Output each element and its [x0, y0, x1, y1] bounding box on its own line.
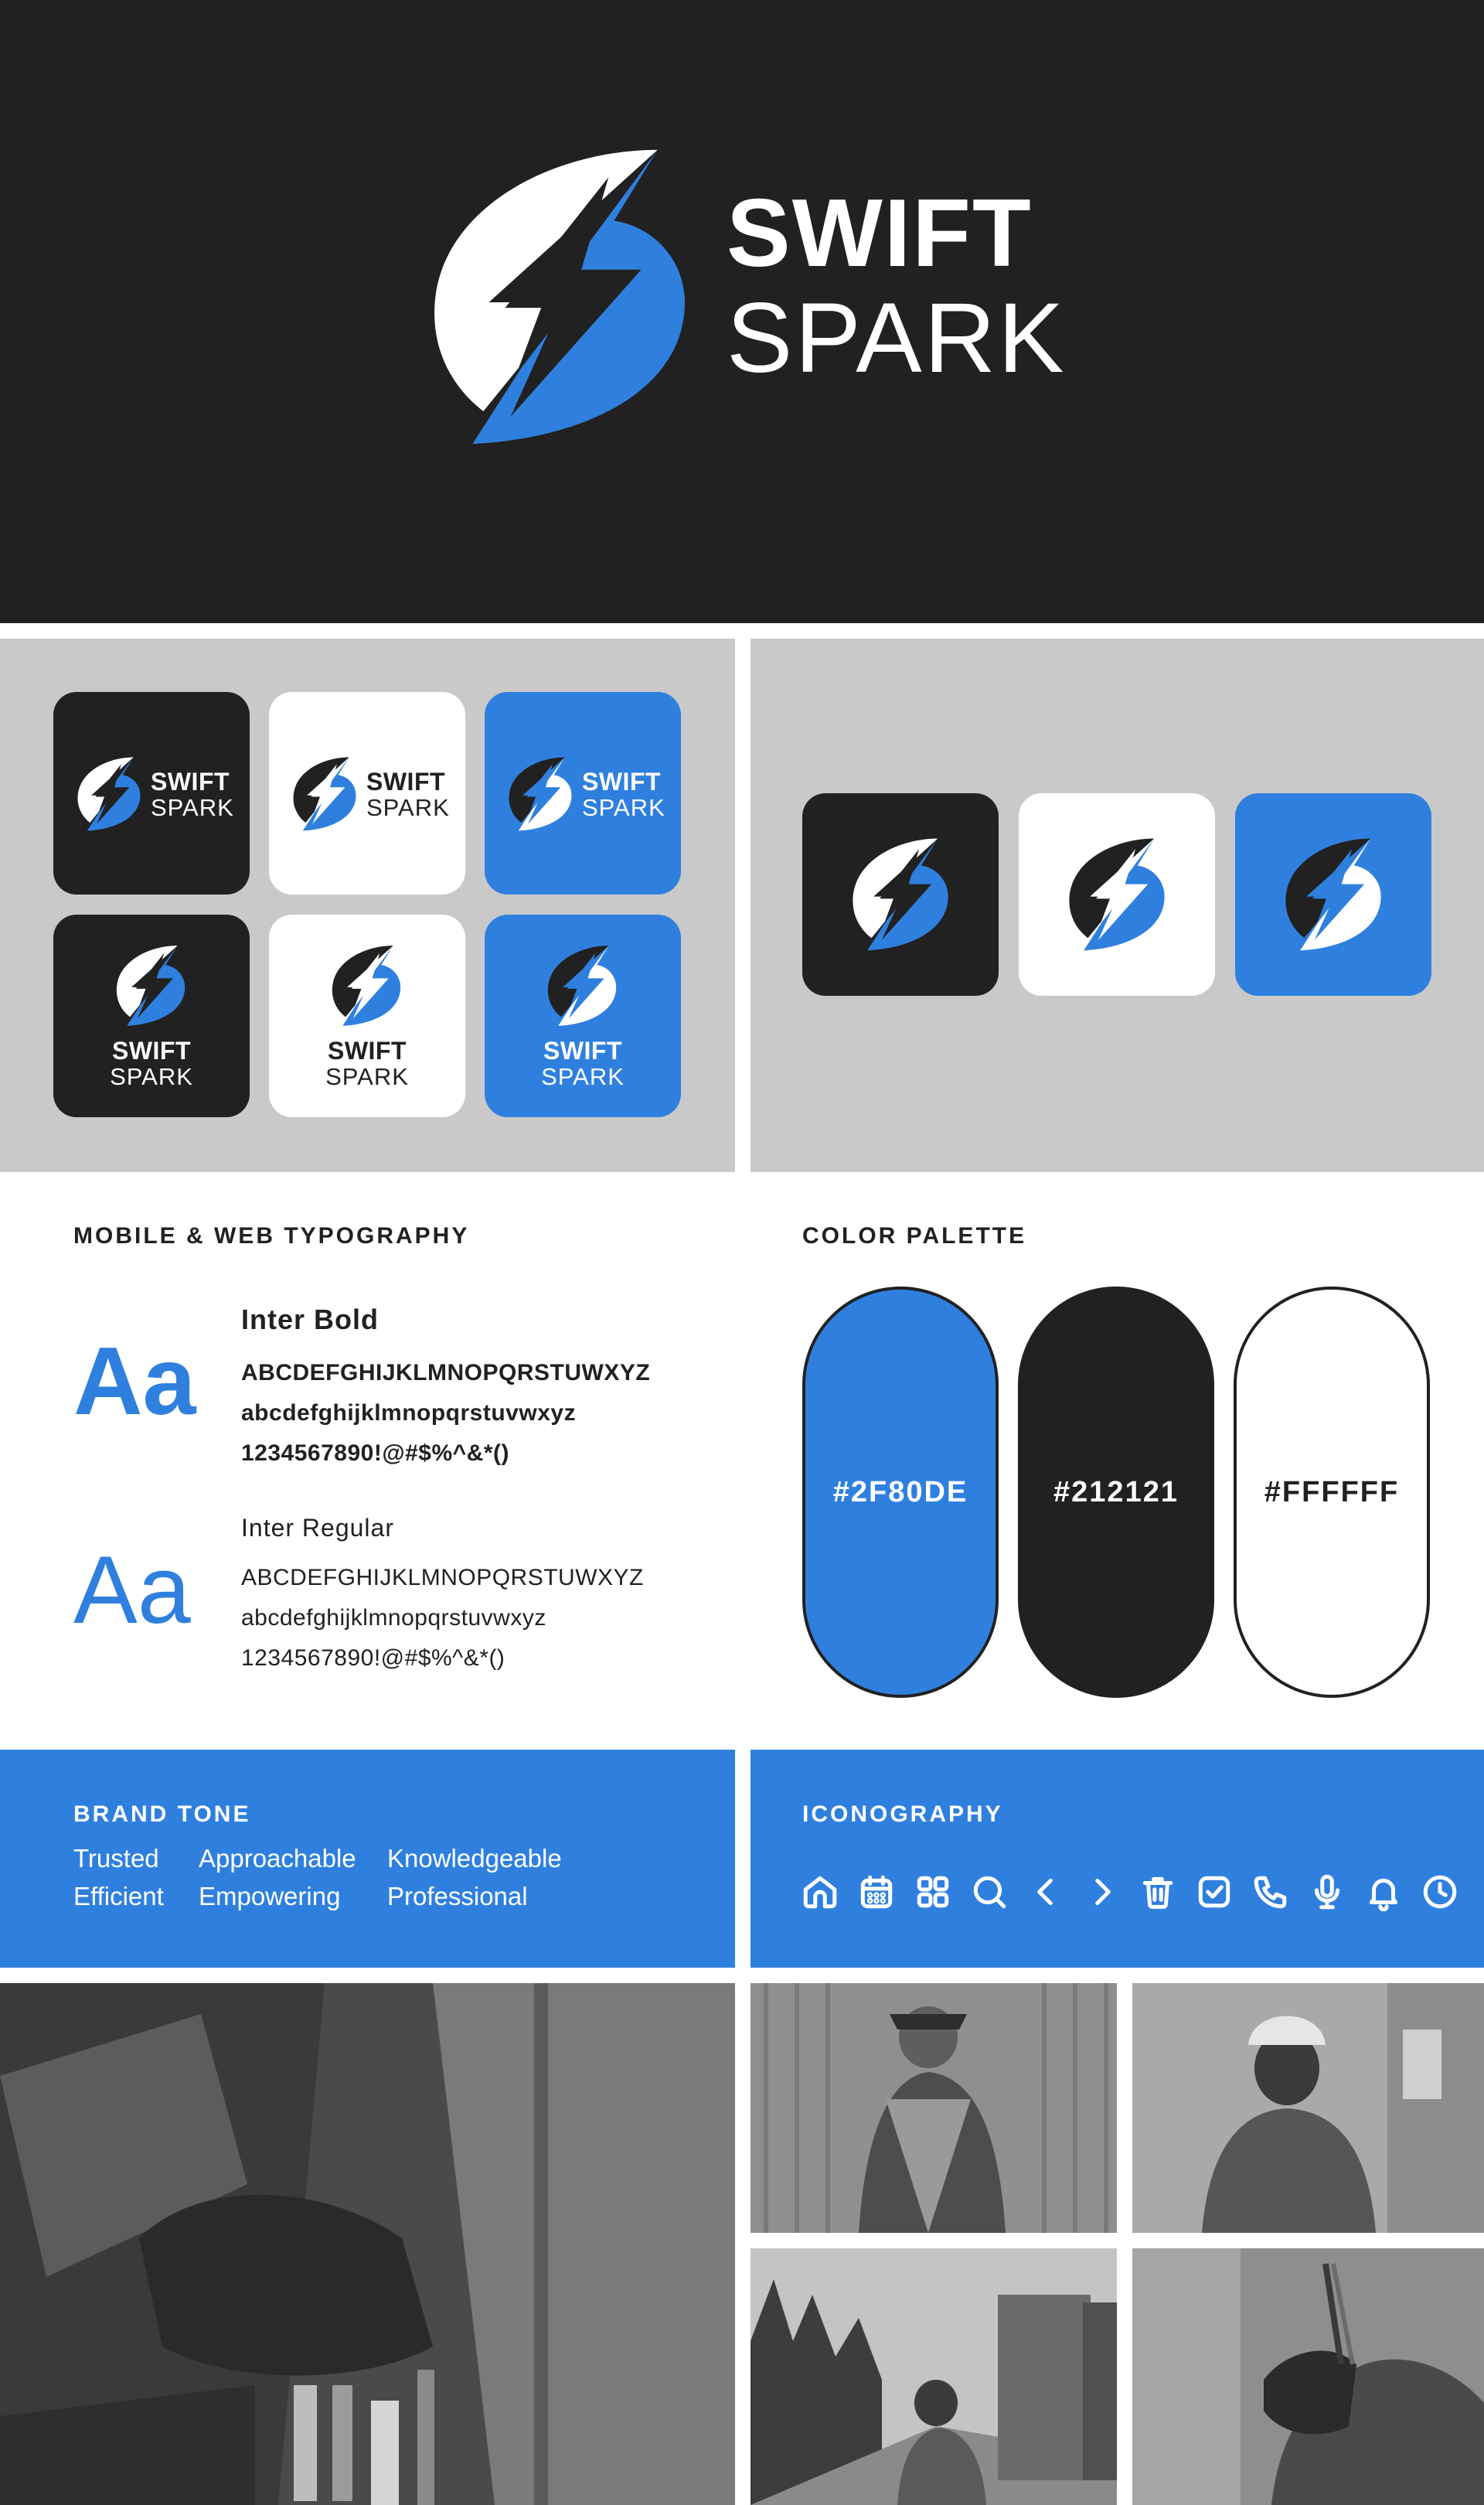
typeface-regular-specimen [241, 1514, 644, 1679]
color-swatch-white [1234, 1287, 1430, 1698]
wordmark-swift: SWIFT [366, 768, 446, 796]
typeface-sample-bold: Aa [73, 1328, 196, 1435]
typography-title: MOBILE & WEB TYPOGRAPHY [73, 1223, 470, 1249]
wordmark-swift: SWIFT [151, 768, 230, 796]
tone-word: Knowledgeable [387, 1844, 562, 1873]
wordmark-spark: SPARK [151, 794, 234, 821]
typeface-name: Inter Bold [241, 1304, 379, 1335]
iconography-title: ICONOGRAPHY [802, 1801, 1003, 1827]
app-icon-blue [1235, 793, 1431, 996]
calendar-icon [857, 1873, 896, 1911]
wordmark-swift: SWIFT [727, 180, 1033, 287]
wordmark-spark: SPARK [366, 794, 450, 821]
brand-wordmark [727, 180, 1067, 394]
color-swatch-dark [1018, 1287, 1214, 1698]
wordmark-swift: SWIFT [543, 1037, 623, 1065]
logo-variants-panel [0, 639, 735, 1172]
logo-vertical-dark [53, 915, 250, 1117]
specimen-lowercase: abcdefghijklmnopqrstuvwxyz [241, 1605, 546, 1631]
tone-word: Trusted [73, 1844, 159, 1873]
typeface-bold-specimen [241, 1304, 650, 1474]
logo-vertical-blue [485, 915, 681, 1117]
wordmark-spark: SPARK [541, 1063, 625, 1090]
typeface-sample-regular: Aa [73, 1537, 191, 1644]
brand-tone-title: BRAND TONE [73, 1801, 251, 1827]
logo-mark-icon [329, 944, 403, 1028]
microphone-icon [1308, 1873, 1346, 1911]
brand-logo-mark [424, 144, 696, 450]
logo-mark-icon [114, 944, 188, 1028]
checkbox-icon [1195, 1873, 1234, 1911]
logo-horizontal-dark [53, 692, 250, 895]
specimen-uppercase: ABCDEFGHIJKLMNOPQRSTUWXYZ [241, 1360, 651, 1385]
wordmark-swift: SWIFT [327, 1037, 407, 1065]
app-icon-light [1019, 793, 1215, 996]
swatch-hex-label: #212121 [1053, 1475, 1179, 1508]
specimen-numbers: 1234567890!@#$%^&*() [241, 1440, 509, 1466]
tone-word: Approachable [199, 1844, 356, 1873]
photo-worker-tablet [751, 1983, 1117, 2233]
swatch-hex-label: #2F80DE [832, 1475, 968, 1508]
wordmark-spark: SPARK [110, 1063, 193, 1090]
wordmark-swift: SWIFT [111, 1037, 192, 1065]
tone-word: Empowering [199, 1882, 341, 1910]
tone-word: Efficient [73, 1882, 164, 1910]
trash-icon [1139, 1873, 1177, 1911]
logo-mark-icon [506, 755, 574, 833]
specimen-numbers: 1234567890!@#$%^&*() [241, 1645, 505, 1671]
photo-worker-hardhat [1132, 1983, 1484, 2233]
grid-icon [914, 1873, 952, 1911]
hero-banner [0, 0, 1484, 623]
clock-icon [1421, 1873, 1459, 1911]
logo-mark-icon [545, 944, 619, 1028]
color-swatch-blue [802, 1287, 999, 1698]
photo-worker-street-cabinet [751, 2248, 1117, 2505]
logo-mark-icon [846, 837, 955, 953]
chevron-right-icon [1083, 1873, 1122, 1911]
app-icon-dark [802, 793, 999, 996]
specimen-lowercase: abcdefghijklmnopqrstuvwxyz [241, 1400, 577, 1426]
typeface-name: Inter Regular [241, 1514, 394, 1542]
wordmark-spark: SPARK [582, 794, 665, 821]
logo-vertical-light [269, 915, 465, 1117]
photo-gloved-hands-wires [1132, 2248, 1484, 2505]
logo-horizontal-blue [485, 692, 681, 895]
phone-icon [1251, 1873, 1290, 1911]
specimen-uppercase: ABCDEFGHIJKLMNOPQRSTUWXYZ [241, 1565, 644, 1590]
icon-set [801, 1870, 1459, 1914]
chevron-left-icon [1026, 1873, 1065, 1911]
photo-electrician-toolbelt [0, 1983, 735, 2505]
tone-word: Professional [387, 1882, 528, 1910]
logo-mark-icon [1062, 837, 1172, 953]
logo-mark-icon [75, 755, 143, 833]
palette-title: COLOR PALETTE [802, 1223, 1027, 1249]
swatch-hex-label: #FFFFFF [1264, 1475, 1400, 1508]
search-icon [970, 1873, 1009, 1911]
logo-mark-icon [291, 755, 359, 833]
wordmark-spark: SPARK [325, 1063, 409, 1090]
wordmark-spark: SPARK [727, 283, 1067, 394]
logo-horizontal-light [269, 692, 465, 895]
bell-icon [1364, 1873, 1403, 1911]
wordmark-swift: SWIFT [582, 768, 662, 796]
home-icon [801, 1873, 839, 1911]
iconography-panel [751, 1750, 1484, 1968]
logo-mark-icon [1278, 837, 1388, 953]
app-icons-panel [751, 639, 1484, 1172]
